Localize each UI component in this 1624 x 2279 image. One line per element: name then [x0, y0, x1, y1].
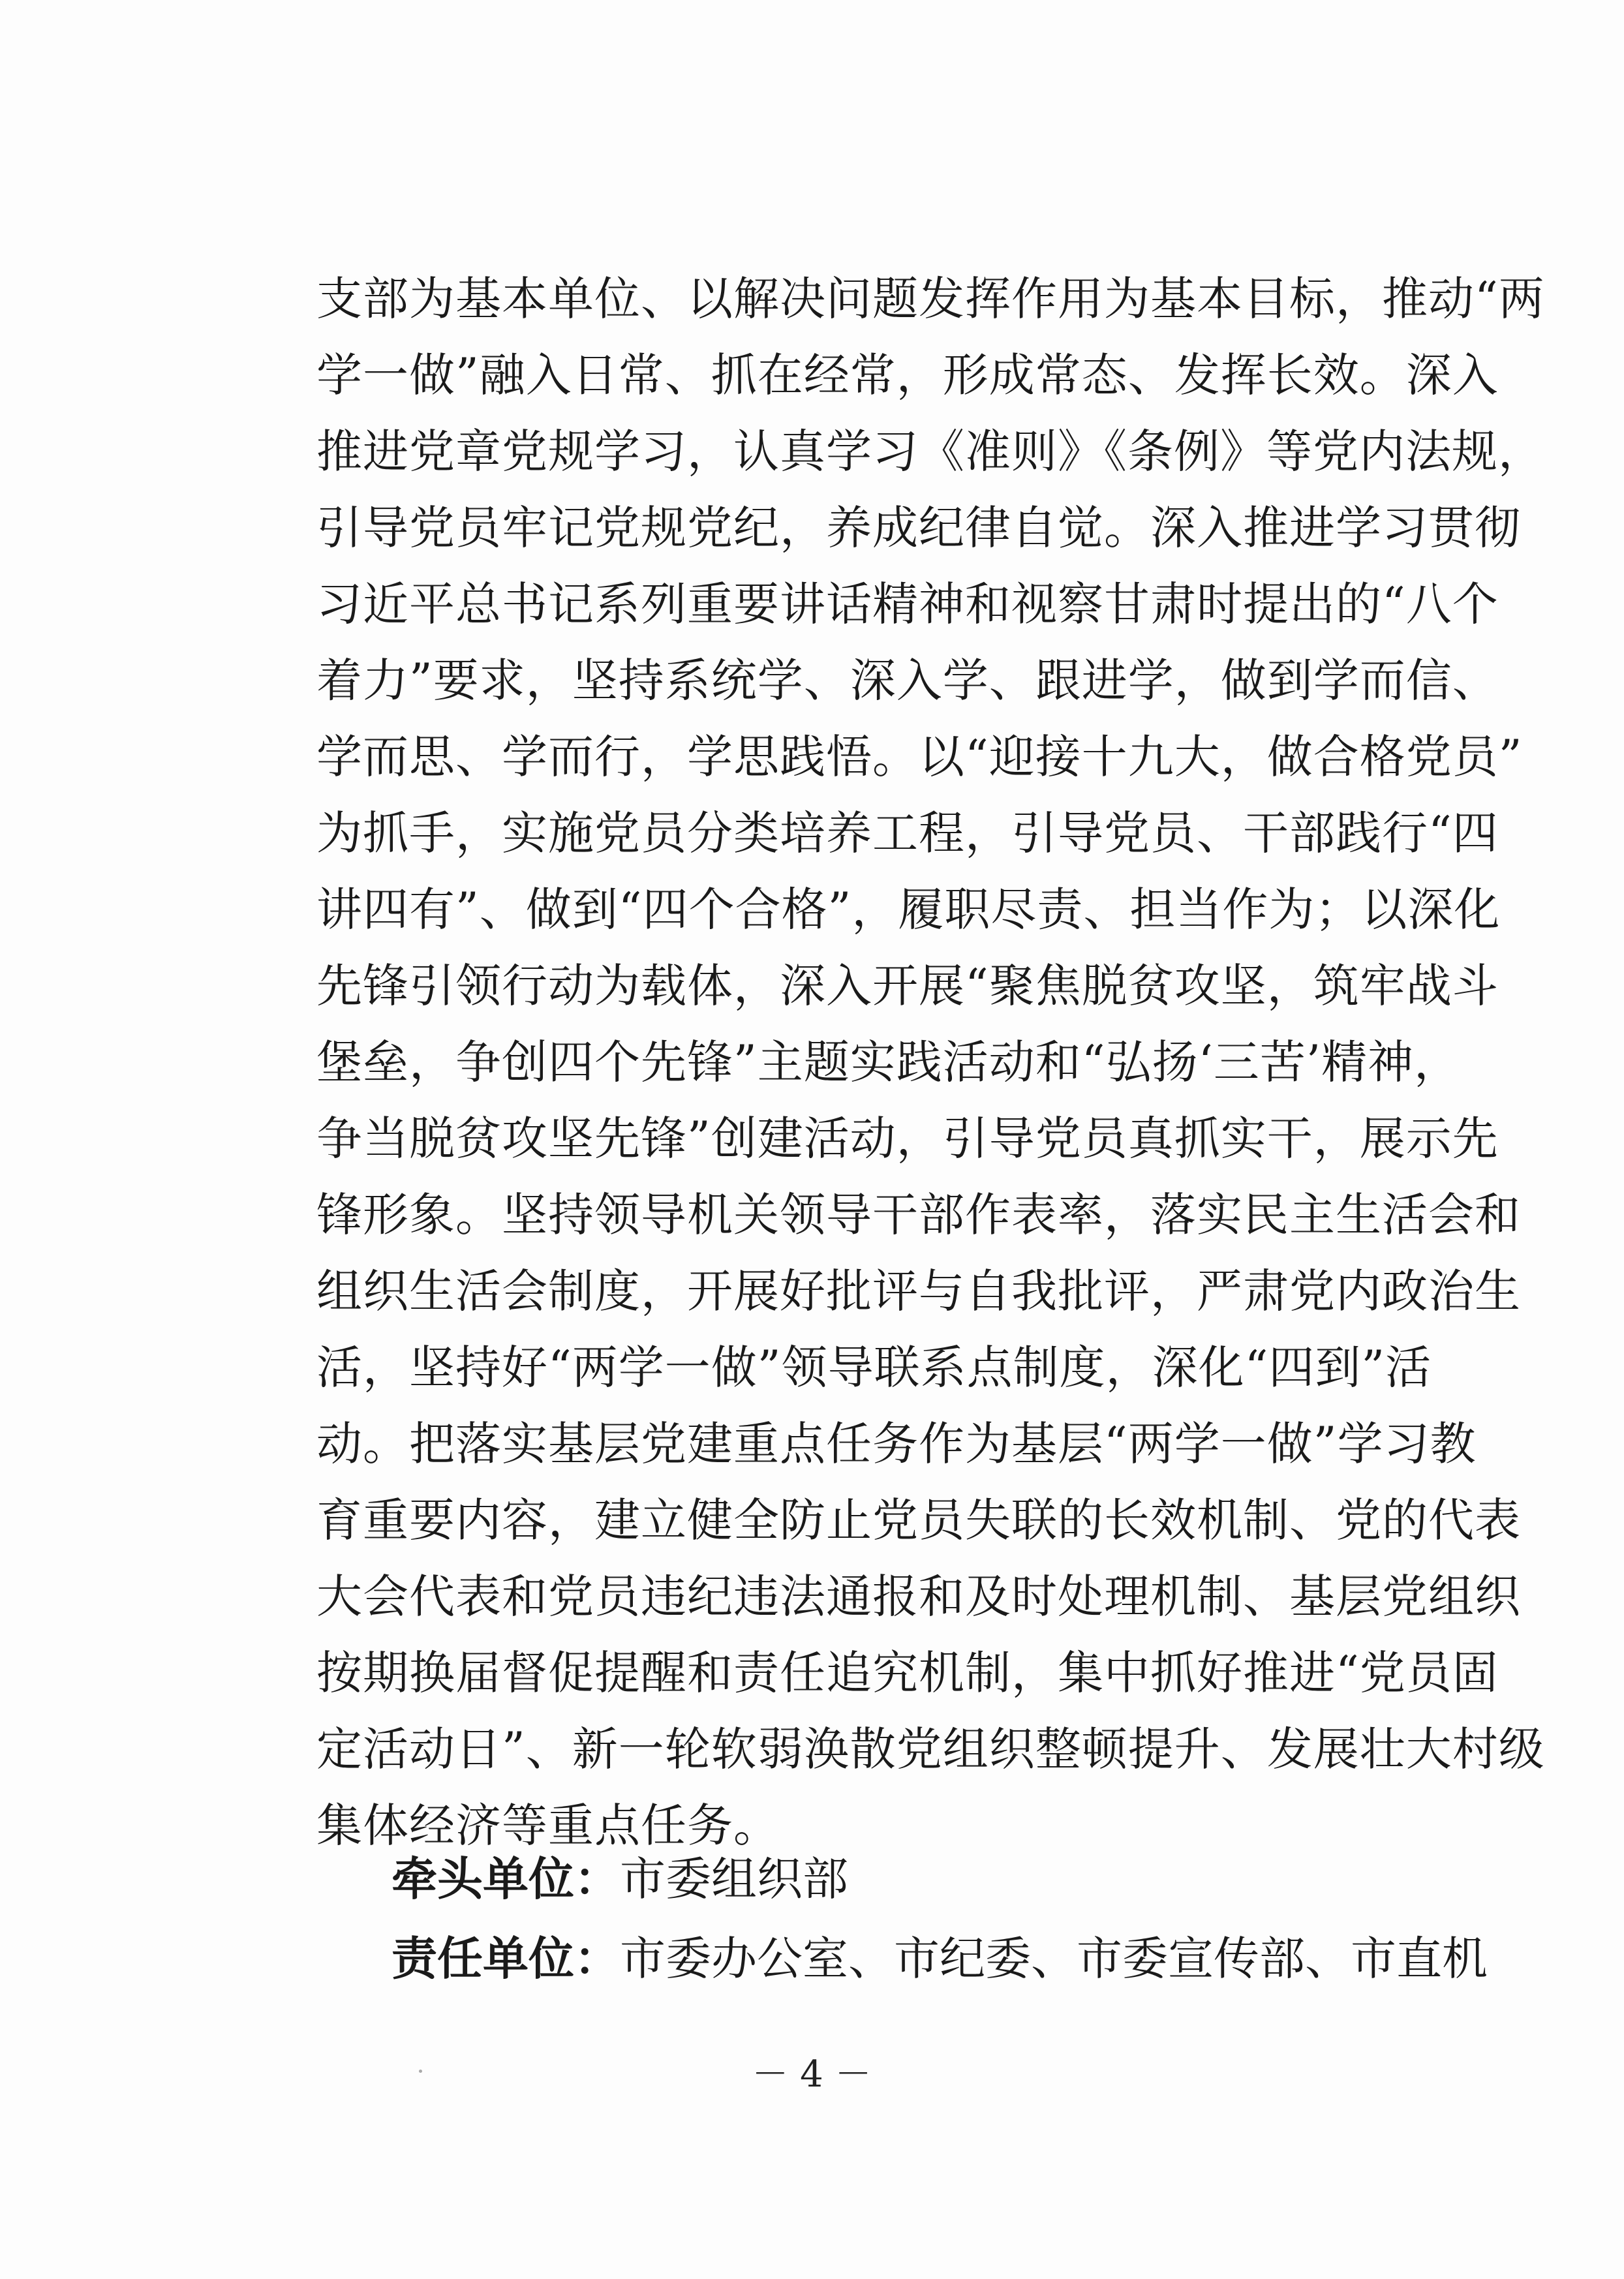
paragraph-line: 习近平总书记系列重要讲话精神和视察甘肃时提出的“八个 — [316, 577, 1499, 631]
paragraph-line: 学一做”融入日常、抓在经常，形成常态、发挥长效。深入 — [316, 348, 1499, 402]
paragraph-line: 动。把落实基层党建重点任务作为基层“两学一做”学习教 — [316, 1417, 1477, 1471]
paragraph-line: 锋形象。坚持领导机关领导干部作表率，落实民主生活会和 — [316, 1188, 1521, 1242]
page-number: － 4 － — [752, 2053, 872, 2096]
paragraph-line: 活，坚持好“两学一做”领导联系点制度，深化“四到”活 — [316, 1341, 1432, 1394]
paragraph-line: 引导党员牢记党规党纪，养成纪律自觉。深入推进学习贯彻 — [316, 501, 1521, 555]
paragraph-line: 争当脱贫攻坚先锋”创建活动，引导党员真抓实干，展示先 — [316, 1112, 1499, 1165]
body-paragraph — [316, 261, 1545, 1864]
scan-speck — [419, 2070, 422, 2073]
paragraph-line: 按期换届督促提醒和责任追究机制，集中抓好推进“党员固 — [316, 1646, 1499, 1700]
paragraph-line: 着力”要求，坚持系统学、深入学、跟进学，做到学而信、 — [316, 654, 1499, 707]
responsible-units-label: 责任单位： — [391, 1932, 620, 1985]
paragraph-line: 支部为基本单位、以解决问题发挥作用为基本目标，推动“两 — [316, 272, 1545, 326]
responsible-units-line — [391, 1921, 1488, 1997]
paragraph-line: 定活动日”、新一轮软弱涣散党组织整顿提升、发展壮大村级 — [316, 1722, 1545, 1776]
lead-unit-label: 牵头单位： — [391, 1852, 620, 1906]
paragraph-line: 为抓手，实施党员分类培养工程，引导党员、干部践行“四 — [316, 806, 1499, 860]
paragraph-line: 讲四有”、做到“四个合格”，履职尽责、担当作为；以深化 — [316, 883, 1501, 936]
paragraph-line: 学而思、学而行，学思践悟。以“迎接十九大，做合格党员” — [316, 730, 1523, 784]
paragraph-line: 育重要内容，建立健全防止党员失联的长效机制、党的代表 — [316, 1493, 1521, 1547]
paragraph-line: 先锋引领行动为载体，深入开展“聚焦脱贫攻坚，筑牢战斗 — [316, 959, 1499, 1013]
paragraph-line: 大会代表和党员违纪违法通报和及时处理机制、基层党组织 — [316, 1570, 1521, 1623]
paragraph-line: 组织生活会制度，开展好批评与自我批评，严肃党内政治生 — [316, 1264, 1521, 1318]
lead-unit-line — [391, 1841, 1400, 1918]
lead-unit-value: 市委组织部 — [620, 1852, 848, 1906]
paragraph-line: 集体经济等重点任务。 — [316, 1799, 780, 1852]
paragraph-line: 堡垒，争创四个先锋”主题实践活动和“弘扬‘三苦’精神， — [316, 1035, 1461, 1089]
responsible-units-value: 市委办公室、市纪委、市委宣传部、市直机 — [620, 1932, 1488, 1985]
paragraph-line: 推进党章党规学习，认真学习《准则》《条例》等党内法规， — [316, 425, 1544, 478]
